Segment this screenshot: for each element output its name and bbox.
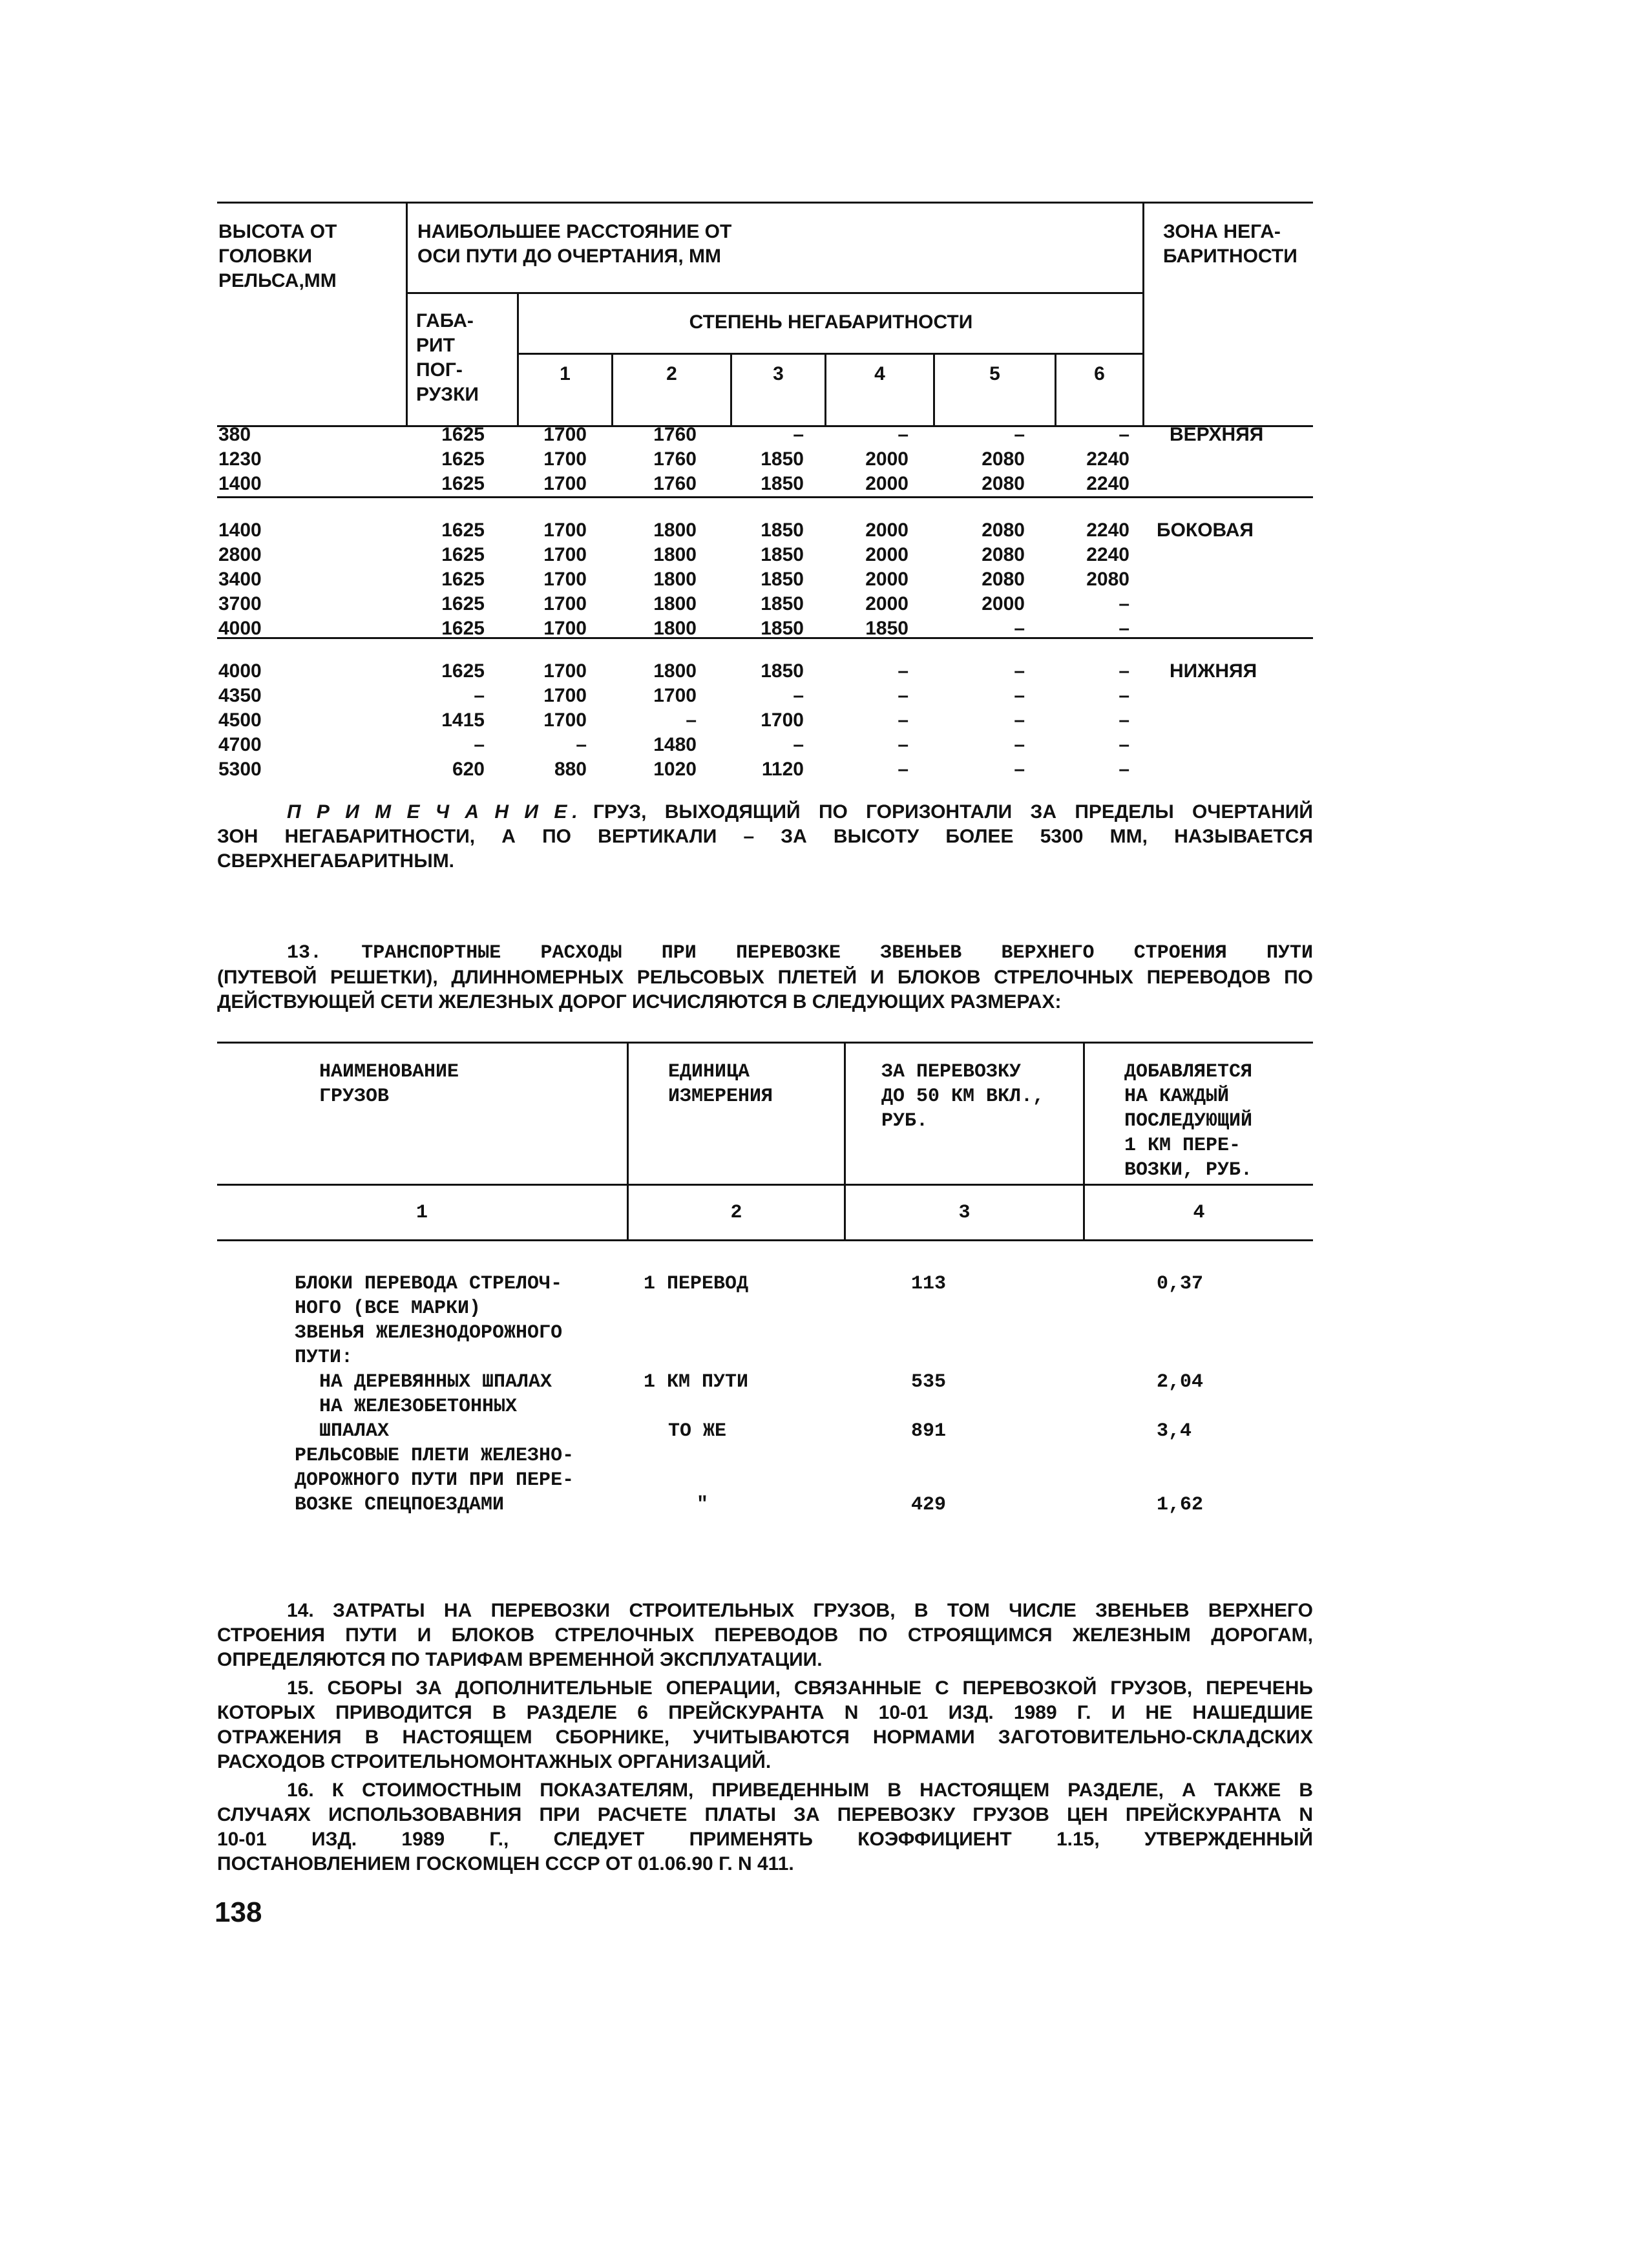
unit-cell: 1 КМ ПУТИ: [644, 1371, 749, 1393]
degree-cell: –: [1119, 734, 1129, 755]
height-cell: 4700: [218, 734, 262, 755]
degree-cell: 2080: [1086, 569, 1129, 590]
degree-cell: 1800: [653, 593, 697, 614]
column-number: 3: [958, 1202, 971, 1224]
degree-number: 5: [989, 363, 1000, 384]
degree-cell: –: [1014, 759, 1025, 780]
degree-cell: 1700: [543, 593, 587, 614]
degree-cell: –: [898, 424, 909, 445]
degree-number: 3: [773, 363, 784, 384]
column-number: 2: [730, 1202, 742, 1224]
cargo-name-cell: РЕЛЬСОВЫЕ ПЛЕТИ ЖЕЛЕЗНО-: [295, 1445, 574, 1467]
degree-cell: –: [793, 734, 804, 755]
degree-cell: 1800: [653, 569, 697, 590]
degree-cell: 2000: [865, 569, 909, 590]
degree-number: 1: [560, 363, 571, 384]
degree-cell: –: [793, 424, 804, 445]
unit-cell: ": [697, 1494, 709, 1516]
degree-cell: 880: [554, 759, 587, 780]
cargo-name-cell: ВОЗКЕ СПЕЦПОЕЗДАМИ: [295, 1494, 505, 1516]
degree-cell: –: [1014, 618, 1025, 639]
height-cell: 4350: [218, 685, 262, 706]
paragraph-line: 15. СБОРЫ ЗА ДОПОЛНИТЕЛЬНЫЕ ОПЕРАЦИИ, СВЯЗАННЫЕ С ПЕРЕВОЗКОЙ ГРУЗОВ, ПЕРЕЧЕНЬ: [287, 1677, 1313, 1699]
gabarit-cell: –: [474, 685, 485, 706]
unit-cell: ТО ЖЕ: [668, 1420, 727, 1442]
degree-cell: 1020: [653, 759, 697, 780]
height-cell: 1400: [218, 520, 262, 541]
paragraph-line: 16. К СТОИМОСТНЫМ ПОКАЗАТЕЛЯМ, ПРИВЕДЕННЫМ В НАСТОЯЩЕМ РАЗДЕЛЕ, А ТАКЖЕ В: [287, 1780, 1313, 1801]
unit-cell: 1 ПЕРЕВОД: [644, 1273, 749, 1295]
table2-top-rule: [217, 1042, 1313, 1044]
degree-cell: 1480: [653, 734, 697, 755]
gabarit-cell: 1625: [441, 618, 485, 639]
degree-cell: 2080: [982, 448, 1025, 470]
degree-cell: 1700: [543, 520, 587, 541]
paragraph-line: ПОСТАНОВЛЕНИЕМ ГОСКОМЦЕН СССР ОТ 01.06.90 Г. N 411.: [217, 1853, 794, 1874]
gabarit-cell: –: [474, 734, 485, 755]
degree-cell: 1850: [761, 544, 804, 565]
cargo-name-cell: БЛОКИ ПЕРЕВОДА СТРЕЛОЧ-: [295, 1273, 563, 1295]
cargo-name-cell: ДОРОЖНОГО ПУТИ ПРИ ПЕРЕ-: [295, 1469, 574, 1491]
degree-cell: 2240: [1086, 473, 1129, 494]
degree-cell: –: [686, 709, 697, 731]
header-gabarit: ГАБА- РИТ ПОГ- РУЗКИ: [416, 310, 479, 405]
table2-header-rule: [217, 1184, 1313, 1186]
gabarit-cell: 1625: [441, 593, 485, 614]
paragraph-line: (ПУТЕВОЙ РЕШЕТКИ), ДЛИННОМЕРНЫХ РЕЛЬСОВЫХ ПЛЕТЕЙ И БЛОКОВ СТРЕЛОЧНЫХ ПЕРЕВОДОВ ПО: [217, 967, 1313, 988]
degree-cell: –: [1119, 660, 1129, 682]
note-line: ГРУЗ, ВЫХОДЯЩИЙ ПО ГОРИЗОНТАЛИ ЗА ПРЕДЕЛЫ ОЧЕРТАНИЙ: [593, 801, 1313, 823]
degree-cell: 1850: [761, 448, 804, 470]
degree-cell: –: [898, 759, 909, 780]
degree-cell: –: [793, 685, 804, 706]
height-cell: 380: [218, 424, 251, 445]
degree-cell: 2240: [1086, 448, 1129, 470]
degree-cell: 1850: [761, 660, 804, 682]
degree-cell: 1700: [543, 424, 587, 445]
degree-cell: –: [1119, 618, 1129, 639]
price-per-km-cell: 0,37: [1157, 1273, 1204, 1295]
degree-cell: –: [898, 660, 909, 682]
paragraph-line: КОТОРЫХ ПРИВОДИТСЯ В РАЗДЕЛЕ 6 ПРЕЙСКУРАНТА N 10-01 ИЗД. 1989 Г. И НЕ НАШЕДШИЕ: [217, 1702, 1313, 1723]
header-price-per-km: ДОБАВЛЯЕТСЯ НА КАЖДЫЙ ПОСЛЕДУЮЩИЙ 1 КМ ПЕРЕ- ВОЗКИ, РУБ.: [1124, 1061, 1253, 1181]
paragraph-line: ДЕЙСТВУЮЩЕЙ СЕТИ ЖЕЛЕЗНЫХ ДОРОГ ИСЧИСЛЯЮТСЯ В СЛЕДУЮЩИХ РАЗМЕРАХ:: [217, 991, 1062, 1013]
height-cell: 2800: [218, 544, 262, 565]
degree-cell: –: [1014, 734, 1025, 755]
zone-label: НИЖНЯЯ: [1170, 660, 1257, 682]
gabarit-cell: 1625: [441, 660, 485, 682]
degree-cell: 1700: [761, 709, 804, 731]
degree-number: 6: [1094, 363, 1105, 384]
cargo-name-cell: ШПАЛАХ: [319, 1420, 390, 1442]
table1-header-rule: [217, 425, 1313, 427]
header-price-50km: ЗА ПЕРЕВОЗКУ ДО 50 КМ ВКЛ., РУБ.: [881, 1061, 1045, 1132]
degree-cell: 1800: [653, 618, 697, 639]
height-cell: 1400: [218, 473, 262, 494]
price-per-km-cell: 2,04: [1157, 1371, 1204, 1393]
height-cell: 4500: [218, 709, 262, 731]
paragraph-line: СЛУЧАЯХ ИСПОЛЬЗОВАВНИЯ ПРИ РАСЧЕТЕ ПЛАТЫ ЗА ПЕРЕВОЗКУ ГРУЗОВ ЦЕН ПРЕЙСКУРАНТА N: [217, 1804, 1313, 1825]
table1-top-rule: [217, 202, 1313, 204]
degree-cell: –: [1014, 424, 1025, 445]
table1-divider: [406, 202, 408, 426]
height-cell: 4000: [218, 660, 262, 682]
degree-cell: 1760: [653, 448, 697, 470]
degree-cell: 1700: [543, 618, 587, 639]
degree-cell: 1760: [653, 424, 697, 445]
degree-cell: 1800: [653, 660, 697, 682]
degree-cell: 2240: [1086, 520, 1129, 541]
height-cell: 3400: [218, 569, 262, 590]
degree-cell: –: [1014, 709, 1025, 731]
price-per-km-cell: 3,4: [1157, 1420, 1192, 1442]
degree-cell: 1700: [543, 709, 587, 731]
degree-cell: –: [576, 734, 587, 755]
gabarit-cell: 1625: [441, 424, 485, 445]
table1-divider: [517, 292, 519, 426]
zone-label: БОКОВАЯ: [1157, 520, 1254, 541]
price-50km-cell: 429: [911, 1494, 947, 1516]
degree-cell: 1800: [653, 520, 697, 541]
table2-numbers-rule: [217, 1239, 1313, 1241]
degree-cell: –: [1014, 660, 1025, 682]
degree-cell: 1850: [761, 473, 804, 494]
degree-cell: 1700: [543, 544, 587, 565]
degree-cell: 2000: [865, 593, 909, 614]
price-50km-cell: 535: [911, 1371, 947, 1393]
height-cell: 4000: [218, 618, 262, 639]
degree-cell: 2080: [982, 520, 1025, 541]
column-number: 4: [1193, 1202, 1205, 1224]
paragraph-line: РАСХОДОВ СТРОИТЕЛЬНОМОНТАЖНЫХ ОРГАНИЗАЦИЙ.: [217, 1751, 772, 1772]
degree-cell: 2000: [865, 544, 909, 565]
header-cargo-name: НАИМЕНОВАНИЕ ГРУЗОВ: [319, 1061, 459, 1108]
zone-label: ВЕРХНЯЯ: [1170, 424, 1264, 445]
table1-divider: [406, 292, 1142, 294]
header-distance: НАИБОЛЬШЕЕ РАССТОЯНИЕ ОТ ОСИ ПУТИ ДО ОЧЕРТАНИЯ, ММ: [417, 221, 732, 267]
degree-cell: 1700: [653, 685, 697, 706]
degree-cell: –: [898, 685, 909, 706]
cargo-name-cell: ПУТИ:: [295, 1347, 353, 1369]
height-cell: 5300: [218, 759, 262, 780]
degree-cell: –: [1119, 709, 1129, 731]
degree-cell: 1850: [761, 593, 804, 614]
price-50km-cell: 113: [911, 1273, 947, 1295]
gabarit-cell: 1625: [441, 569, 485, 590]
degree-cell: 1700: [543, 448, 587, 470]
degree-cell: –: [1119, 424, 1129, 445]
degree-cell: 2080: [982, 473, 1025, 494]
header-zone: ЗОНА НЕГА- БАРИТНОСТИ: [1163, 221, 1297, 267]
degree-cell: 1850: [761, 520, 804, 541]
gabarit-cell: 1625: [441, 520, 485, 541]
degree-number: 4: [874, 363, 885, 384]
degree-cell: 2000: [865, 448, 909, 470]
paragraph-line: 14. ЗАТРАТЫ НА ПЕРЕВОЗКИ СТРОИТЕЛЬНЫХ ГРУЗОВ, В ТОМ ЧИСЛЕ ЗВЕНЬЕВ ВЕРХНЕГО: [287, 1600, 1313, 1621]
gabarit-cell: 1625: [441, 473, 485, 494]
gabarit-cell: 1415: [441, 709, 485, 731]
degree-cell: 2240: [1086, 544, 1129, 565]
height-cell: 1230: [218, 448, 262, 470]
table1-divider: [1142, 202, 1144, 426]
table1-group-rule: [217, 496, 1313, 498]
degree-cell: 1700: [543, 685, 587, 706]
degree-cell: 1120: [761, 759, 804, 780]
cargo-name-cell: ЗВЕНЬЯ ЖЕЛЕЗНОДОРОЖНОГО: [295, 1322, 563, 1344]
gabarit-cell: 1625: [441, 448, 485, 470]
degree-cell: –: [1119, 593, 1129, 614]
header-unit: ЕДИНИЦА ИЗМЕРЕНИЯ: [668, 1061, 773, 1108]
degree-cell: 1850: [865, 618, 909, 639]
paragraph-line: 13. ТРАНСПОРТНЫЕ РАСХОДЫ ПРИ ПЕРЕВОЗКЕ ЗВЕНЬЕВ ВЕРХНЕГО СТРОЕНИЯ ПУТИ: [287, 942, 1313, 964]
degree-cell: –: [898, 709, 909, 731]
degree-cell: 2080: [982, 544, 1025, 565]
degree-cell: 1850: [761, 618, 804, 639]
degree-number: 2: [666, 363, 677, 384]
degree-cell: 1700: [543, 473, 587, 494]
degree-cell: 1800: [653, 544, 697, 565]
degree-cell: 2000: [865, 520, 909, 541]
degree-cell: –: [898, 734, 909, 755]
cargo-name-cell: НА ЖЕЛЕЗОБЕТОННЫХ: [319, 1396, 518, 1418]
degree-cell: 1700: [543, 569, 587, 590]
header-height: ВЫСОТА ОТ ГОЛОВКИ РЕЛЬСА,ММ: [218, 221, 337, 291]
note-line: ЗОН НЕГАБАРИТНОСТИ, А ПО ВЕРТИКАЛИ – ЗА ВЫСОТУ БОЛЕЕ 5300 ММ, НАЗЫВАЕТСЯ: [217, 826, 1313, 847]
height-cell: 3700: [218, 593, 262, 614]
paragraph-line: ОТРАЖЕНИЯ В НАСТОЯЩЕМ СБОРНИКЕ, УЧИТЫВАЮТСЯ НОРМАМИ ЗАГОТОВИТЕЛЬНО-СКЛАДСКИХ: [217, 1727, 1313, 1748]
paragraph-line: ОПРЕДЕЛЯЮТСЯ ПО ТАРИФАМ ВРЕМЕННОЙ ЭКСПЛУАТАЦИИ.: [217, 1649, 823, 1670]
degree-cell: 2000: [865, 473, 909, 494]
header-degree: СТЕПЕНЬ НЕГАБАРИТНОСТИ: [689, 311, 973, 333]
column-number: 1: [415, 1202, 428, 1224]
degree-cell: 2000: [982, 593, 1025, 614]
gabarit-cell: 1625: [441, 544, 485, 565]
cargo-name-cell: НА ДЕРЕВЯННЫХ ШПАЛАХ: [319, 1371, 552, 1393]
paragraph-line: 10-01 ИЗД. 1989 Г., СЛЕДУЕТ ПРИМЕНЯТЬ КОЭФФИЦИЕНТ 1.15, УТВЕРЖДЕННЫЙ: [217, 1829, 1313, 1850]
degree-cell: 1760: [653, 473, 697, 494]
price-per-km-cell: 1,62: [1157, 1494, 1204, 1516]
degree-cell: 1850: [761, 569, 804, 590]
degree-cell: 2080: [982, 569, 1025, 590]
cargo-name-cell: НОГО (ВСЕ МАРКИ): [295, 1297, 481, 1319]
degree-cell: –: [1119, 759, 1129, 780]
degree-cell: –: [1014, 685, 1025, 706]
paragraph-line: СТРОЕНИЯ ПУТИ И БЛОКОВ СТРЕЛОЧНЫХ ПЕРЕВОДОВ ПО СТРОЯЩИМСЯ ЖЕЛЕЗНЫМ ДОРОГАМ,: [217, 1624, 1313, 1646]
note-line: СВЕРХНЕГАБАРИТНЫМ.: [217, 850, 455, 872]
degree-cell: –: [1119, 685, 1129, 706]
page-number: 138: [215, 1896, 262, 1928]
degree-cell: 1700: [543, 660, 587, 682]
price-50km-cell: 891: [911, 1420, 947, 1442]
gabarit-cell: 620: [452, 759, 485, 780]
note-label: П Р И М Е Ч А Н И Е.: [287, 801, 583, 823]
